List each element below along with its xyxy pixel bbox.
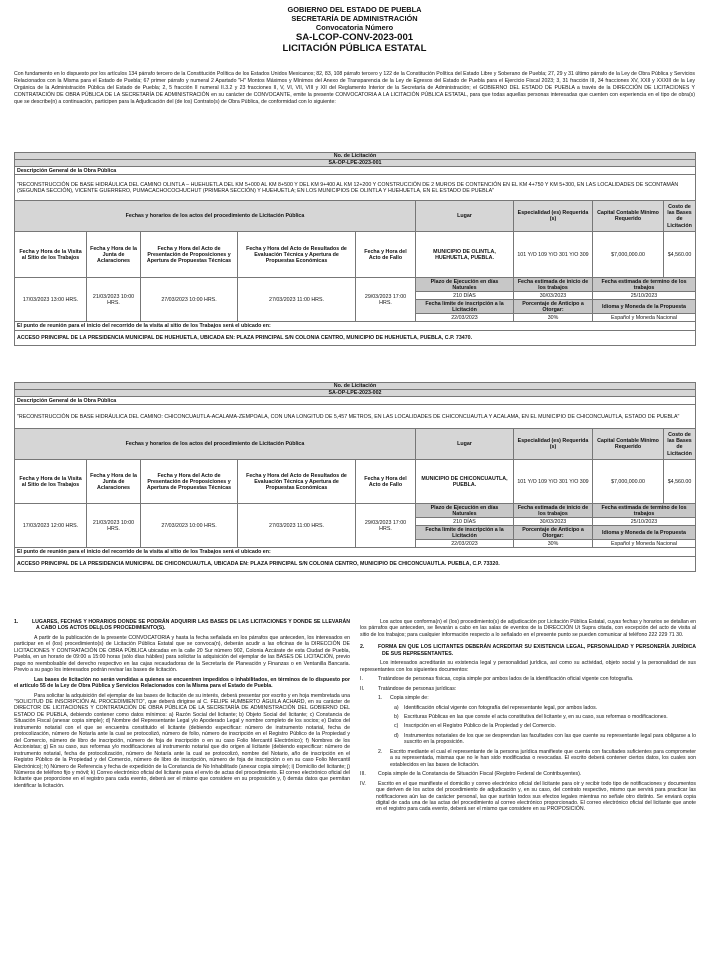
list-item-iii: III. Copia simple de la Constancia de Situación Fiscal (Registro Federal de Contribuyentes). xyxy=(360,771,582,778)
section-2-column xyxy=(360,619,696,816)
lugar-header: Lugar xyxy=(416,429,514,460)
idioma-value: Español y Moneda Nacional xyxy=(593,314,696,322)
list-item-b-text: Escrituras Públicas en las que conste el acta constitutiva del licitante y, en su caso, sus reformas o modificaciones. xyxy=(404,713,668,720)
anticipo-header: Porcentaje de Anticipo a Otorgar: xyxy=(514,300,593,314)
anticipo-value: 30% xyxy=(514,540,593,548)
licitacion-number: SA-OP-LPE-2023-002 xyxy=(15,390,696,397)
termino-value: 25/10/2023 xyxy=(593,292,696,300)
section-1-title: LUGARES, FECHAS Y HORARIOS DONDE SE PODRÁN ADQUIRIR LAS BASES DE LAS LICITACIONES Y DONDE SE LLEVARÁN A CABO LOS ACTOS DEL(LOS PROCEDIMIENTO(S). xyxy=(32,619,350,632)
licitacion-table-2 xyxy=(14,382,696,572)
capital-value: $7,000,000.00 xyxy=(593,460,664,504)
anticipo-value: 30% xyxy=(514,314,593,322)
termino-header: Fecha estimada de termino de los trabajos xyxy=(593,278,696,292)
secretaria-title: SECRETARÍA DE ADMINISTRACIÓN xyxy=(291,14,418,23)
list-item-a: a) Identificación oficial vigente con fotografía del representante legal, por ambos lados. xyxy=(394,704,598,711)
costo-value: $4,560.00 xyxy=(664,232,696,278)
presentacion-value: 27/03/2023 10:00 HRS. xyxy=(141,504,238,548)
plazo-value: 210 DÍAS xyxy=(416,292,514,300)
visita-header: Fecha y Hora de la Visita al Sitio de los Trabajos xyxy=(15,232,87,278)
inicio-header: Fecha estimada de inicio de los trabajos xyxy=(514,504,593,518)
document-header xyxy=(0,5,709,54)
licitacion-table-1 xyxy=(14,152,696,346)
visita-header: Fecha y Hora de la Visita al Sitio de los Trabajos xyxy=(15,460,87,504)
fechas-header: Fechas y horarios de los actos del procedimiento de Licitación Pública xyxy=(15,429,416,460)
especialidad-header: Especialidad (es) Requerida (s) xyxy=(514,429,593,460)
list-item-i-text: Tratándose de personas físicas, copia simple por ambos lados de la identificación oficial vigente con fotografía. xyxy=(378,676,634,683)
list-item-iv-text: Escrito en el que manifieste el domicilio y correo electrónico oficial del licitante para oír y recibir todo tipo de notificaciones y documentos que deriven de los actos del procedimiento de adjudicación y, en su caso, del contrato respectivo, mismo que servirá para practicar las notificaciones aún las de carácter personal, las que surtirán todos sus efectos legales mientras no señale otro distinto. Se enviará copia digital de cada una de las actas del procedimiento al correo electrónico proporcionado. El correo electrónico oficial del licitante que anote en el registro para cada evento, deberá ser el mismo que considere en su PROPOSICIÓN. xyxy=(376,780,696,813)
no-licitacion-label: No. de Licitación xyxy=(15,153,696,160)
limite-value: 22/03/2023 xyxy=(416,314,514,322)
list-item-ii: II. Tratándose de personas jurídicas: xyxy=(360,685,457,692)
costo-header: Costo de las Bases de Licitación xyxy=(664,429,696,460)
inicio-value: 30/03/2023 xyxy=(514,292,593,300)
fallo-value: 29/03/2023 17:00 HRS. xyxy=(356,504,416,548)
especialidad-value: 101 Y/O 109 Y/O 301 Y/O 309 xyxy=(514,232,593,278)
no-licitacion-label: No. de Licitación xyxy=(15,383,696,390)
list-item-d: d) Instrumentos notariales de los que se desprendan las facultades con las que cuente su representante legal para obligarse a lo suscrito en la proposición. xyxy=(394,732,696,746)
list-item-ii-2-text: Escrito mediante el cual el representante de la persona jurídica manifieste que cuenta con facultades suficientes para comprometer a su representada, mismas que no le han sido modificadas o revocadas. El escrito deberá contener ciertos datos, los cuales son establecidos en las bases de licitación. xyxy=(390,748,696,768)
section-1-paragraph-3: Para solicitar la adquisición del ejemplar de las bases de licitación de su interés, deberá presentar por escrito y en hoja membretada una "SOLICITUD DE INSCRIPCIÓN AL PROCEDIMIENTO", que deberá dirigirse al C. FELIPE HUMBERTO ÁGUILA ACHARD, en su carácter de DIRECTOR DE LICITACIONES Y CONTRATACIÓN DE OBRA PÚBLICA DE LA SECRETARÍA DE ADMINISTRACIÓN DEL GOBIERNO DEL ESTADO DE PUEBLA, debiendo contener como datos mínimos: a) Razón Social del licitante; b) Objeto Social del licitante; c) Constancia de Situación Fiscal (anexar copia simple); d) Nombre del Representante Legal y/o Apoderado Legal y nombre completo de los socios; e) Datos del instrumento notarial con el que se encuentra constituido el licitante (debiendo especificar: número de instrumento notarial, fecha de protocolización, número de Notaría ante la cual se protocolizó, número de folio, número de inscripción en el Registro Público de la Propiedad y del Comercio, número de libro de inscripción, número de foja de inscripción o en su caso Folio Mercantil Electrónico); f) Nombres de los Accionistas; g) En su caso, sus reformas y/o modificaciones al instrumento notarial que dio origen al licitante (debiendo especificar: número de instrumento notarial, fecha de protocolización, número de Notaría ante la cual se protocolizó, nombre del Notario, año de inscripción en el Registro Público de la Propiedad y del Comercio, número de libro de inscripción, número de foja de inscripción o en su caso Folio Mercantil Electrónico); h) Número de Referencia y fecha de expedición de la Constancia de No Inhabilitado (anexar copia simple); i) Domicilio del licitante; j) Números de teléfono fijo y móvil; k) Correo electrónico oficial del licitante para el envío de actas del procedimiento. El correo electrónico oficial del licitante que proporcione en el registro para cada evento, deberá ser el mismo que considere en su proposición y, l) demás datos que permitan identificar la licitación. xyxy=(14,692,350,789)
fallo-header: Fecha y Hora del Acto de Fallo xyxy=(356,232,416,278)
anticipo-header: Porcentaje de Anticipo a Otorgar: xyxy=(514,526,593,540)
lugar-value: MUNICIPIO DE CHICONCUAUTLA, PUEBLA. xyxy=(416,460,514,504)
termino-value: 25/10/2023 xyxy=(593,518,696,526)
plazo-header: Plazo de Ejecución en días Naturales xyxy=(416,504,514,518)
descripcion-label: Descripción General de la Obra Pública xyxy=(15,167,696,175)
fechas-header: Fechas y horarios de los actos del procedimiento de Licitación Pública xyxy=(15,201,416,232)
list-item-c: c) Inscripción en el Registro Público de la Propiedad y del Comercio. xyxy=(394,723,556,730)
intro-paragraph: Con fundamento en lo dispuesto por los artículos 134 párrafo tercero de la Constitución Política de los Estados Unidos Mexicanos; 82, 83, 108 párrafo tercero y 122 de la Constitución Política del Estado Libre y Soberano de Puebla; 27, 29 y 31 último párrafo de la Ley de Obra Pública y Servicios Relacionados con la Misma para el Estado de Puebla; 67 primer párrafo y numeral 2 Apartado "H" Montos Máximos y Mínimos del Anexo de Transparencia de la Ley de Egresos del Estado de Puebla para el Ejercicio Fiscal 2023; 3, 31 fracción III, 34 fracciones XV, XXII y XXXIII de la Ley Orgánica de la Administración Pública del Estado de Puebla; 2, 5 fracción II numeral II.3.2 y 23 fracciones II, V, VI, VII, VIII y XII del Reglamento Interior de la Secretaría de Administración; el GOBIERNO DEL ESTADO DE PUEBLA a través de la DIRECCIÓN DE LICITACIONES Y CONTRATACIÓN DE OBRA PÚBLICA DE LA SECRETARÍA DE ADMINISTRACIÓN en su carácter de CONVOCANTE, emite la presente CONVOCATORIA A LA LICITACIÓN PÚBLICA ESTATAL, para que todas aquellas personas interesadas que cuenten con experiencia en el tipo de obra(s) que se describe(n) a continuación, participen para la Adjudicación del (de los) Contrato(s) de Obra Pública, de conformidad con lo siguiente: xyxy=(14,71,695,105)
convocatoria-label: Convocatoria Número xyxy=(315,23,394,32)
inicio-header: Fecha estimada de inicio de los trabajos xyxy=(514,278,593,292)
list-item-iii-text: Copia simple de la Constancia de Situación Fiscal (Registro Federal de Contribuyentes). xyxy=(378,771,582,778)
list-item-ii-1-text: Copia simple de: xyxy=(390,695,429,702)
punto-reunion-label: El punto de reunión para el inicio del recorrido de la visita al sitio de los Trabajos será el ubicado en: xyxy=(15,548,696,557)
especialidad-header: Especialidad (es) Requerida (s) xyxy=(514,201,593,232)
limite-value: 22/03/2023 xyxy=(416,540,514,548)
list-item-ii-text: Tratándose de personas jurídicas: xyxy=(378,685,457,692)
list-item-iv: IV. Escrito en el que manifieste el domicilio y correo electrónico oficial del licitante para oír y recibir todo tipo de notificaciones y documentos que deriven de los actos del procedimiento de adjudicación y, en su caso, del contrato respectivo, mismo que servirá para practicar las notificaciones aún las de carácter personal, las que surtirán todos sus efectos legales mientras no señale otro distinto. Se enviará copia digital de cada una de las actas del procedimiento al correo electrónico proporcionado. El correo electrónico oficial del licitante que anote en el registro para cada evento, deberá ser el mismo que considere en su PROPOSICIÓN. xyxy=(360,780,696,813)
idioma-header: Idioma y Moneda de la Propuesta xyxy=(593,300,696,314)
section-1 xyxy=(14,619,350,792)
idioma-header: Idioma y Moneda de la Propuesta xyxy=(593,526,696,540)
visita-value: 17/03/2023 13:00 HRS. xyxy=(15,278,87,322)
especialidad-value: 101 Y/O 109 Y/O 301 Y/O 309 xyxy=(514,460,593,504)
presentacion-header: Fecha y Hora del Acto de Presentación de Proposiciones y Apertura de Propuestas Técnicas xyxy=(141,460,238,504)
idioma-value: Español y Moneda Nacional xyxy=(593,540,696,548)
capital-header: Capital Contable Mínimo Requerido xyxy=(593,201,664,232)
costo-value: $4,560.00 xyxy=(664,460,696,504)
lugar-header: Lugar xyxy=(416,201,514,232)
list-item-ii-1: 1. Copia simple de: xyxy=(378,695,429,702)
plazo-header: Plazo de Ejecución en días Naturales xyxy=(416,278,514,292)
junta-header: Fecha y Hora de la Junta de Aclaraciones xyxy=(87,232,141,278)
list-item-c-text: Inscripción en el Registro Público de la Propiedad y del Comercio. xyxy=(404,723,556,730)
resultados-header: Fecha y Hora del Acto de Resultados de Evaluación Técnica y Apertura de Propuestas Económicas xyxy=(238,232,356,278)
section-1-paragraph-1: A partir de la publicación de la presente CONVOCATORIA y hasta la fecha señalada en los párrafos que anteceden, los interesados en participar en el (los) procedimiento(s) de Licitación Pública Estatal que se convoca(n), deberán acudir a las oficinas de la DIRECCIÓN DE LICITACIONES Y CONTRATACIÓN DE OBRA PÚBLICA ubicadas en la calle 20 Sur número 902, Colonia Azcárate de esta Ciudad de Puebla, Puebla, en un horario de 09:00 a 15:00 horas (sólo días hábiles) para solicitar la adquisición del ejemplar de las BASES DE LICITACIÓN, previo pago no reembolsable del derecho respectivo en las cajas recaudadoras de la Secretaría de Planeación y Finanzas o en Ventanilla Bancaria. Previo a su pago los interesados podrán revisar las bases de licitación. xyxy=(14,634,350,674)
punto-reunion-label: El punto de reunión para el inicio del recorrido de la visita al sitio de los Trabajos será el ubicado en: xyxy=(15,322,696,331)
resultados-value: 27/03/2023 11:00 HRS. xyxy=(238,278,356,322)
inicio-value: 30/03/2023 xyxy=(514,518,593,526)
junta-value: 21/03/2023 10:00 HRS. xyxy=(87,278,141,322)
plazo-value: 210 DÍAS xyxy=(416,518,514,526)
fallo-header: Fecha y Hora del Acto de Fallo xyxy=(356,460,416,504)
visita-value: 17/03/2023 12:00 HRS. xyxy=(15,504,87,548)
junta-header: Fecha y Hora de la Junta de Aclaraciones xyxy=(87,460,141,504)
junta-value: 21/03/2023 10:00 HRS. xyxy=(87,504,141,548)
lugar-value: MUNICIPIO DE OLINTLA, HUEHUETLA, PUEBLA. xyxy=(416,232,514,278)
obra-descripcion: "RECONSTRUCCIÓN DE BASE HIDRÁULICA DEL CAMINO: CHICONCUAUTLA-ACALAMA-ZEMPOALA, CON UNA LONGITUD DE 5,457 METROS, EN LAS LOCALIDADES DE CHICONCUAUTLA Y ACALAMA, EN EL MUNICIPIO DE CHICONCUAUTLA, ESTADO DE PUEBLA" xyxy=(15,405,696,429)
punto-reunion-value: ACCESO PRINCIPAL DE LA PRESIDENCIA MUNICIPAL DE HUEHUETLA, UBICADA EN: PLAZA PRINCIPAL S/N COLONIA CENTRO, MUNICIPIO DE HUEHUETLA, PUEBLA, C.P. 73470. xyxy=(15,331,696,346)
capital-header: Capital Contable Mínimo Requerido xyxy=(593,429,664,460)
government-title: GOBIERNO DEL ESTADO DE PUEBLA xyxy=(287,5,422,14)
list-item-ii-2: 2. Escrito mediante el cual el representante de la persona jurídica manifieste que cuenta con facultades suficientes para comprometer a su representada, mismas que no le han sido modificadas o revocadas. El escrito deberá contener ciertos datos, los cuales son establecidos en las bases de licitación. xyxy=(378,748,696,768)
limite-header: Fecha límite de inscripción a la Licitación xyxy=(416,300,514,314)
section-1-paragraph-4: Los actos que conforma(n) el (los) procedimiento(s) de adjudicación por Licitación Pública Estatal, cuyas fechas y horarios se detallan en los párrafos que anteceden, se llevarán a cabo en las salas de eventos de la DIRECCIÓN Ut Supra citada, con excepción del acto de visita al sitio de los trabajos; para cualquier información respecto a lo señalado en el presente punto se pueden comunicar al teléfono 222 229 71 30. xyxy=(360,619,696,638)
section-1-number: 1. xyxy=(14,619,19,625)
presentacion-header: Fecha y Hora del Acto de Presentación de Proposiciones y Apertura de Propuestas Técnicas xyxy=(141,232,238,278)
list-item-b: b) Escrituras Públicas en las que conste el acta constitutiva del licitante y, en su caso, sus reformas o modificaciones. xyxy=(394,713,668,720)
section-1-paragraph-2: Las bases de licitación no serán vendidas a quienes se encuentren impedidos o inhabilitados, en términos de lo dispuesto por el artículo 55 de la Ley de Obra Pública y Servicios Relacionados con la Misma para el Estado de Puebla. xyxy=(14,676,350,690)
section-1-heading xyxy=(14,619,350,632)
capital-value: $7,000,000.00 xyxy=(593,232,664,278)
fallo-value: 29/03/2023 17:00 HRS. xyxy=(356,278,416,322)
section-2-number: 2. xyxy=(360,644,365,651)
obra-descripcion: "RECONSTRUCCIÓN DE BASE HIDRÁULICA DEL CAMINO OLINTLA – HUEHUETLA DEL KM 5+000 AL KM 8+500 Y DEL KM 9+400 AL KM 12+200 Y CONSTRUCCIÓN DE 2 MUROS DE CONTENCIÓN EN EL KM 4+750 Y KM 5+300, EN LAS LOCALIDADES DE SCONTAMÁN (SEGUNDA SECCIÓN), VICENTE GUERRERO, PUMACACHOCOCHUCHUT (PRIMERA SECCIÓN) Y HUEHUETLA; EN LOS MUNICIPIOS DE OLINTLA Y HUEHUETLA, EN EL ESTADO DE PUEBLA" xyxy=(15,175,696,201)
licitacion-title: LICITACIÓN PÚBLICA ESTATAL xyxy=(282,43,427,54)
presentacion-value: 27/03/2023 10:00 HRS. xyxy=(141,278,238,322)
section-2-paragraph-1: Los interesados acreditarán su existencia legal y personalidad jurídica, así como su actividad, objeto social y la personalidad de sus representantes con los siguientes documentos: xyxy=(360,660,696,673)
termino-header: Fecha estimada de termino de los trabajos xyxy=(593,504,696,518)
punto-reunion-value: ACCESO PRINCIPAL DE LA PRESIDENCIA MUNICIPAL DE CHICONCUAUTLA, UBICADA EN: PLAZA PRINCIPAL S/N COLONIA CENTRO, MUNICIPIO DE CHICONCUAUTLA. PUEBLA, C.P. 73320. xyxy=(15,557,696,572)
licitacion-number: SA-OP-LPE-2023-001 xyxy=(15,160,696,167)
convocatoria-number: SA-LCOP-CONV-2023-001 xyxy=(295,32,414,43)
resultados-header: Fecha y Hora del Acto de Resultados de Evaluación Técnica y Apertura de Propuestas Económicas xyxy=(238,460,356,504)
costo-header: Costo de las Bases de Licitación xyxy=(664,201,696,232)
resultados-value: 27/03/2023 11:00 HRS. xyxy=(238,504,356,548)
list-item-a-text: Identificación oficial vigente con fotografía del representante legal, por ambos lados. xyxy=(404,704,598,711)
list-item-d-text: Instrumentos notariales de los que se desprendan las facultades con las que cuente su representante legal para obligarse a lo suscrito en la proposición. xyxy=(404,732,696,746)
descripcion-label: Descripción General de la Obra Pública xyxy=(15,397,696,405)
section-2-title: FORMA EN QUE LOS LICITANTES DEBERÁN ACREDITAR SU EXISTENCIA LEGAL, PERSONALIDAD Y PERSONERÍA JURÍDICA DE SUS REPRESENTANTES. xyxy=(378,644,696,657)
section-2-heading xyxy=(360,644,696,657)
limite-header: Fecha límite de inscripción a la Licitación xyxy=(416,526,514,540)
list-item-i: I. Tratándose de personas físicas, copia simple por ambos lados de la identificación oficial vigente con fotografía. xyxy=(360,676,634,683)
